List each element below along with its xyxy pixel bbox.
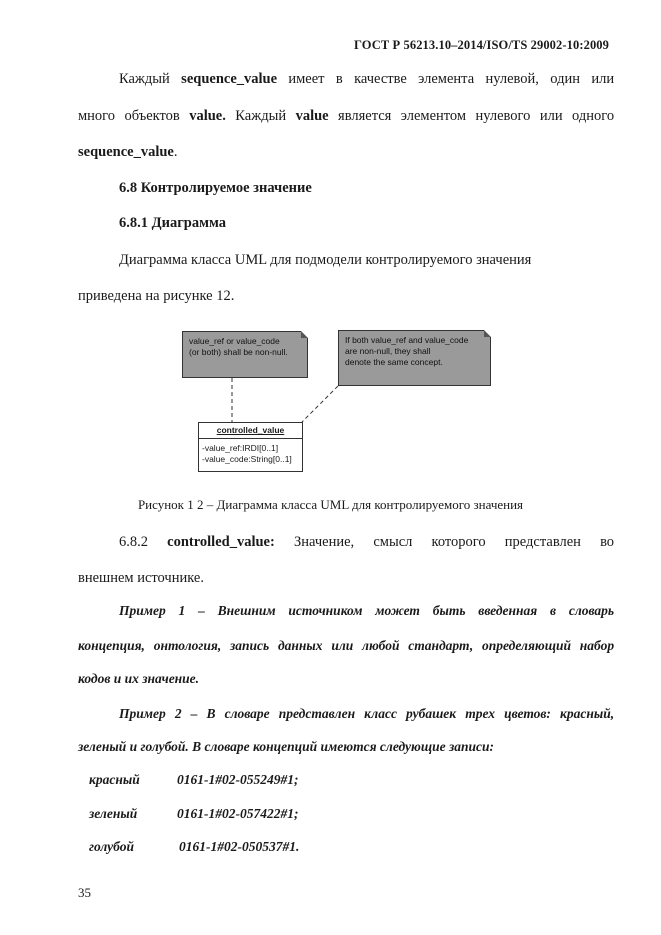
paragraph-2-line-2: приведена на рисунке 12. [78,288,235,304]
note-2-connector [302,386,338,422]
paragraph-1-line-2: много объектов value. Каждый value является элементом нулевого или одного [78,108,615,124]
attribute-value-code: -value_code:String[0..1] [202,454,292,464]
example-2-line-2: зеленый и голубой. В словаре концепций имеются следующие записи: [78,739,495,754]
uml-note-1: value_ref or value_code (or both) shall be non-null. [182,331,308,378]
class-name: controlled_value [199,423,302,439]
entry-red: красный 0161-1#02-055249#1; [89,772,299,787]
section-heading-6-8-1: 6.8.1 Диаграмма [119,215,227,231]
uml-note-2: If both value_ref and value_code are non-null, they shall denote the same concept. [338,330,491,386]
paragraph-3-line-1: 6.8.2 controlled_value: Значение, смысл которого представлен во [119,534,615,550]
paragraph-3-line-2: внешнем источнике. [78,570,204,586]
section-heading-6-8: 6.8 Контролируемое значение [119,180,312,196]
attribute-value-ref: -value_ref:IRDI[0..1] [202,443,279,453]
page-number: 35 [78,885,91,900]
entry-blue: голубой 0161-1#02-050537#1. [89,839,300,854]
example-1-line-3: кодов и их значение. [78,671,200,686]
entry-green: зеленый 0161-1#02-057422#1; [89,806,299,821]
example-1-line-2: концепция, онтология, запись данных или любой стандарт, определяющий набор [78,638,615,653]
class-attributes [199,439,302,465]
example-1-line-1: Пример 1 – Внешним источником может быть введенная в словарь [119,603,615,618]
paragraph-1-line-3: sequence_value. [78,144,178,160]
document-header: ГОСТ Р 56213.10–2014/ISO/TS 29002-10:2009 [354,38,609,52]
example-2-line-1: Пример 2 – В словаре представлен класс рубашек трех цветов: красный, [119,706,615,721]
paragraph-2-line-1: Диаграмма класса UML для подмодели контролируемого значения [119,252,532,268]
uml-class-controlled-value [198,422,303,472]
paragraph-1-line-1: Каждый sequence_value имеет в качестве элемента нулевой, один или [119,71,615,87]
figure-caption: Рисунок 1 2 – Диаграмма класса UML для контролируемого значения [137,497,524,512]
note-fold-icon [484,330,491,337]
note-fold-icon [301,331,308,338]
